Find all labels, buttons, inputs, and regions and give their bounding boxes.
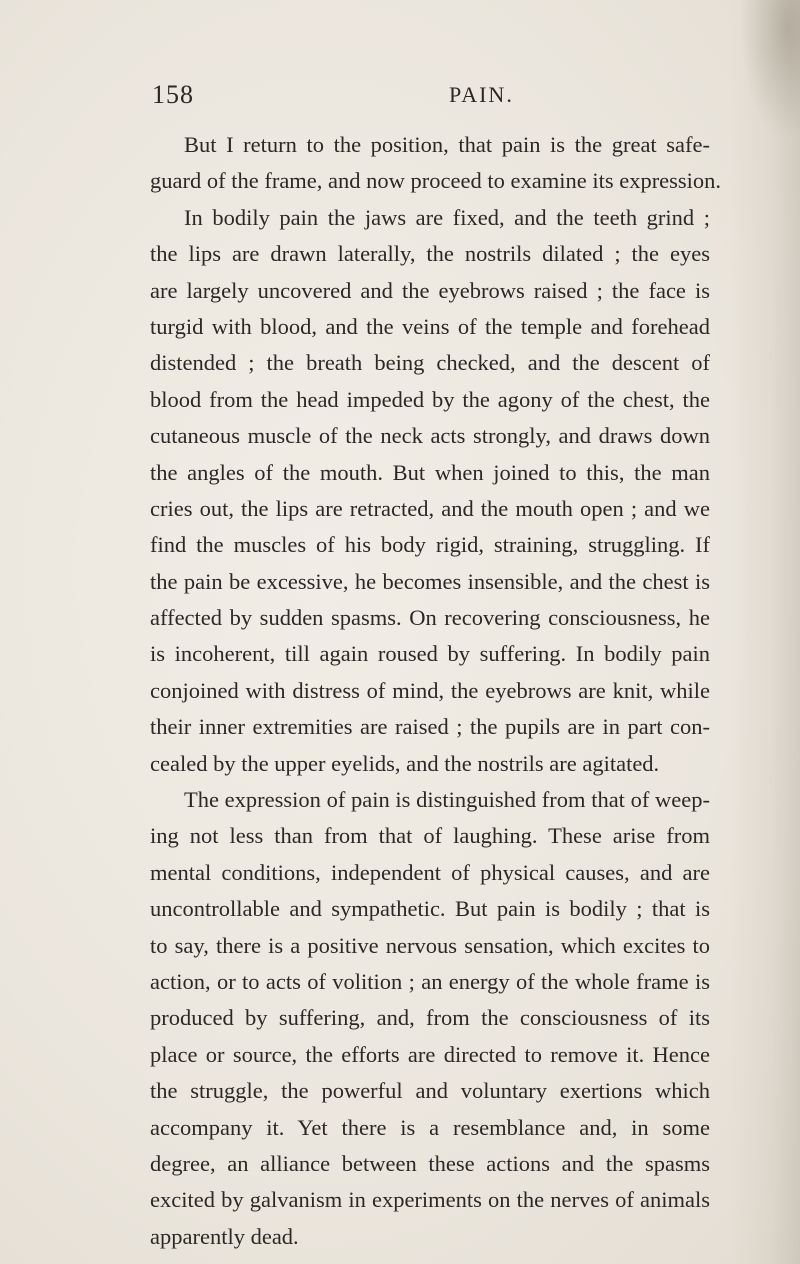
text-line: cealed by the upper eyelids, and the nostrils are agitated.	[150, 750, 660, 776]
text-line: apparently dead.	[150, 1223, 299, 1249]
text-line: affected by sudden spasms. On recovering consciousness, he	[150, 605, 710, 631]
text-line: conjoined with distress of mind, the eyebrows are knit, while	[150, 677, 710, 703]
text-line: are largely uncovered and the eyebrows raised ; the face is	[150, 277, 710, 303]
text-line: mental conditions, independent of physical causes, and are	[150, 859, 710, 885]
paragraph	[150, 127, 722, 200]
page-edge-shadow	[730, 0, 800, 1264]
text-line: to say, there is a positive nervous sensation, which excites to	[150, 932, 710, 958]
text-line: cutaneous muscle of the neck acts strongly, and draws down	[150, 423, 710, 449]
text-line: accompany it. Yet there is a resemblance and, in some	[150, 1114, 710, 1140]
text-line: The expression of pain is distinguished from that of weep-	[184, 787, 710, 813]
text-line: their inner extremities are raised ; the pupils are in part con-	[150, 714, 710, 740]
running-head: PAIN.	[449, 82, 514, 107]
text-line: guard of the frame, and now proceed to examine its expression.	[150, 168, 722, 194]
text-line: place or source, the efforts are directed to remove it. Hence	[150, 1041, 710, 1067]
text-line: blood from the head impeded by the agony of the chest, the	[150, 386, 710, 412]
text-line: In bodily pain the jaws are fixed, and the teeth grind ;	[184, 204, 710, 230]
paragraph	[150, 782, 710, 1255]
text-line: degree, an alliance between these actions and the spasms	[150, 1150, 710, 1176]
text-line: uncontrollable and sympathetic. But pain is bodily ; that is	[150, 896, 710, 922]
body-text	[150, 127, 722, 1255]
text-line: ing not less than from that of laughing. These arise from	[150, 823, 710, 849]
text-line: the lips are drawn laterally, the nostrils dilated ; the eyes	[150, 241, 710, 267]
text-line: is incoherent, till again roused by suffering. In bodily pain	[150, 641, 710, 667]
text-line: turgid with blood, and the veins of the temple and forehead	[150, 313, 710, 339]
page-number: 158	[152, 80, 194, 109]
text-line: the pain be excessive, he becomes insensible, and the chest is	[150, 568, 710, 594]
text-line: But I return to the position, that pain is the great safe-	[184, 132, 710, 157]
text-line: find the muscles of his body rigid, straining, struggling. If	[150, 532, 710, 558]
text-line: action, or to acts of volition ; an energy of the whole frame is	[150, 968, 710, 994]
text-line: produced by suffering, and, from the consciousness of its	[150, 1005, 710, 1031]
text-line: distended ; the breath being checked, and the descent of	[150, 350, 710, 376]
page-header	[152, 80, 732, 114]
text-line: the struggle, the powerful and voluntary exertions which	[150, 1078, 710, 1104]
page-corner-stain	[740, 0, 800, 140]
text-line: the angles of the mouth. But when joined to this, the man	[150, 459, 710, 485]
paragraph	[150, 200, 710, 782]
text-line: excited by galvanism in experiments on the nerves of animals	[150, 1187, 710, 1213]
text-line: cries out, the lips are retracted, and the mouth open ; and we	[150, 495, 710, 521]
